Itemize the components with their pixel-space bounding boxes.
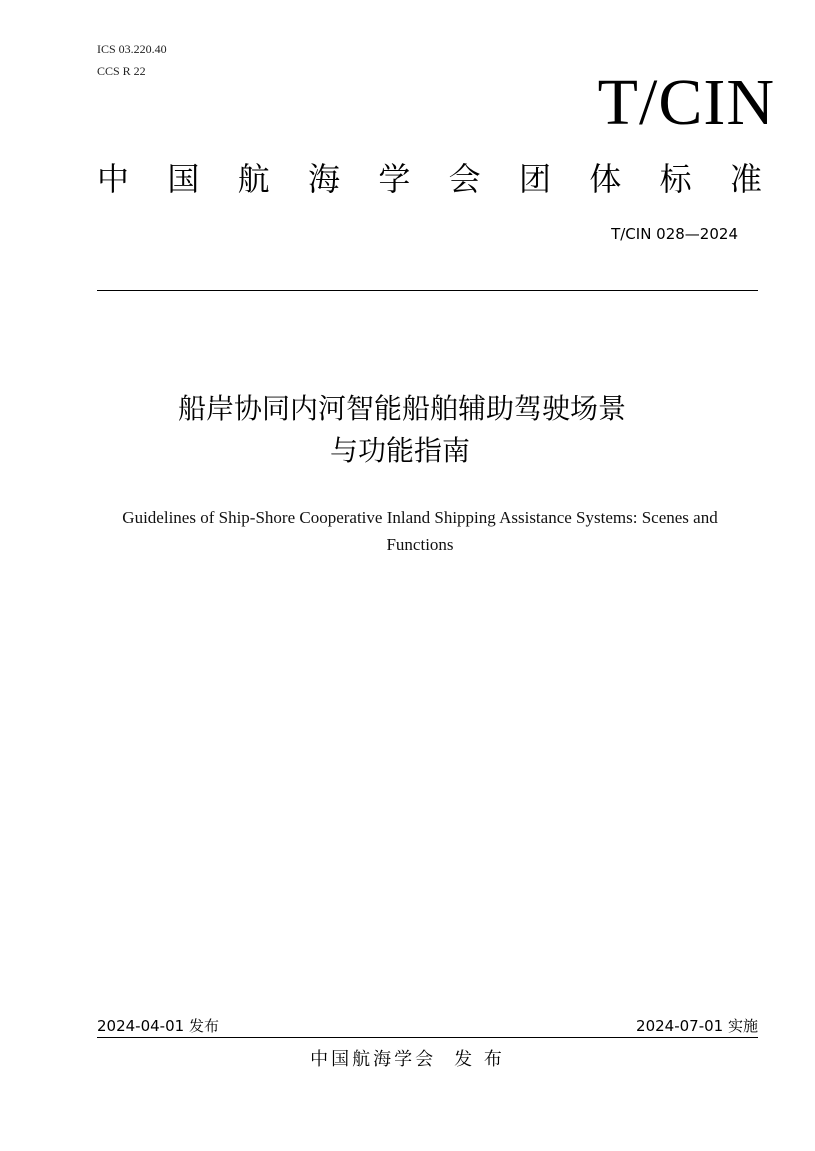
release-date: 2024-04-01 发布 <box>97 1017 219 1035</box>
standard-type-char: 学 <box>378 160 411 198</box>
header-divider <box>97 290 758 291</box>
publisher-name: 中国航海学会 <box>310 1049 437 1070</box>
ccs-code: CCS R 22 <box>97 64 146 78</box>
standard-type-char: 国 <box>167 160 200 198</box>
chinese-title-line-2: 与功能指南 <box>330 434 471 467</box>
standard-type-char: 海 <box>307 160 340 198</box>
english-title: Guidelines of Ship-Shore Cooperative Inland Shipping Assistance Systems: Scenes and Functions <box>122 508 718 554</box>
publisher-line <box>0 1047 815 1073</box>
publish-label: 发 布 <box>454 1049 505 1070</box>
standard-type-char: 会 <box>448 160 481 198</box>
effective-date: 2024-07-01 实施 <box>636 1017 758 1035</box>
standard-number: T/CIN 028—2024 <box>611 225 738 243</box>
standard-type-heading <box>97 159 762 199</box>
organization-logo: T/CIN <box>597 66 775 139</box>
footer-divider <box>97 1037 758 1038</box>
standard-type-char: 标 <box>659 160 692 198</box>
standard-type-char: 航 <box>237 160 270 198</box>
standard-type-char: 团 <box>518 160 551 198</box>
standard-type-char: 体 <box>589 160 622 198</box>
standard-type-char: 准 <box>729 160 762 198</box>
chinese-title-line-1: 船岸协同内河智能船舶辅助驾驶场景 <box>178 392 627 425</box>
standard-type-char: 中 <box>97 160 130 198</box>
ics-code: ICS 03.220.40 <box>97 42 167 56</box>
